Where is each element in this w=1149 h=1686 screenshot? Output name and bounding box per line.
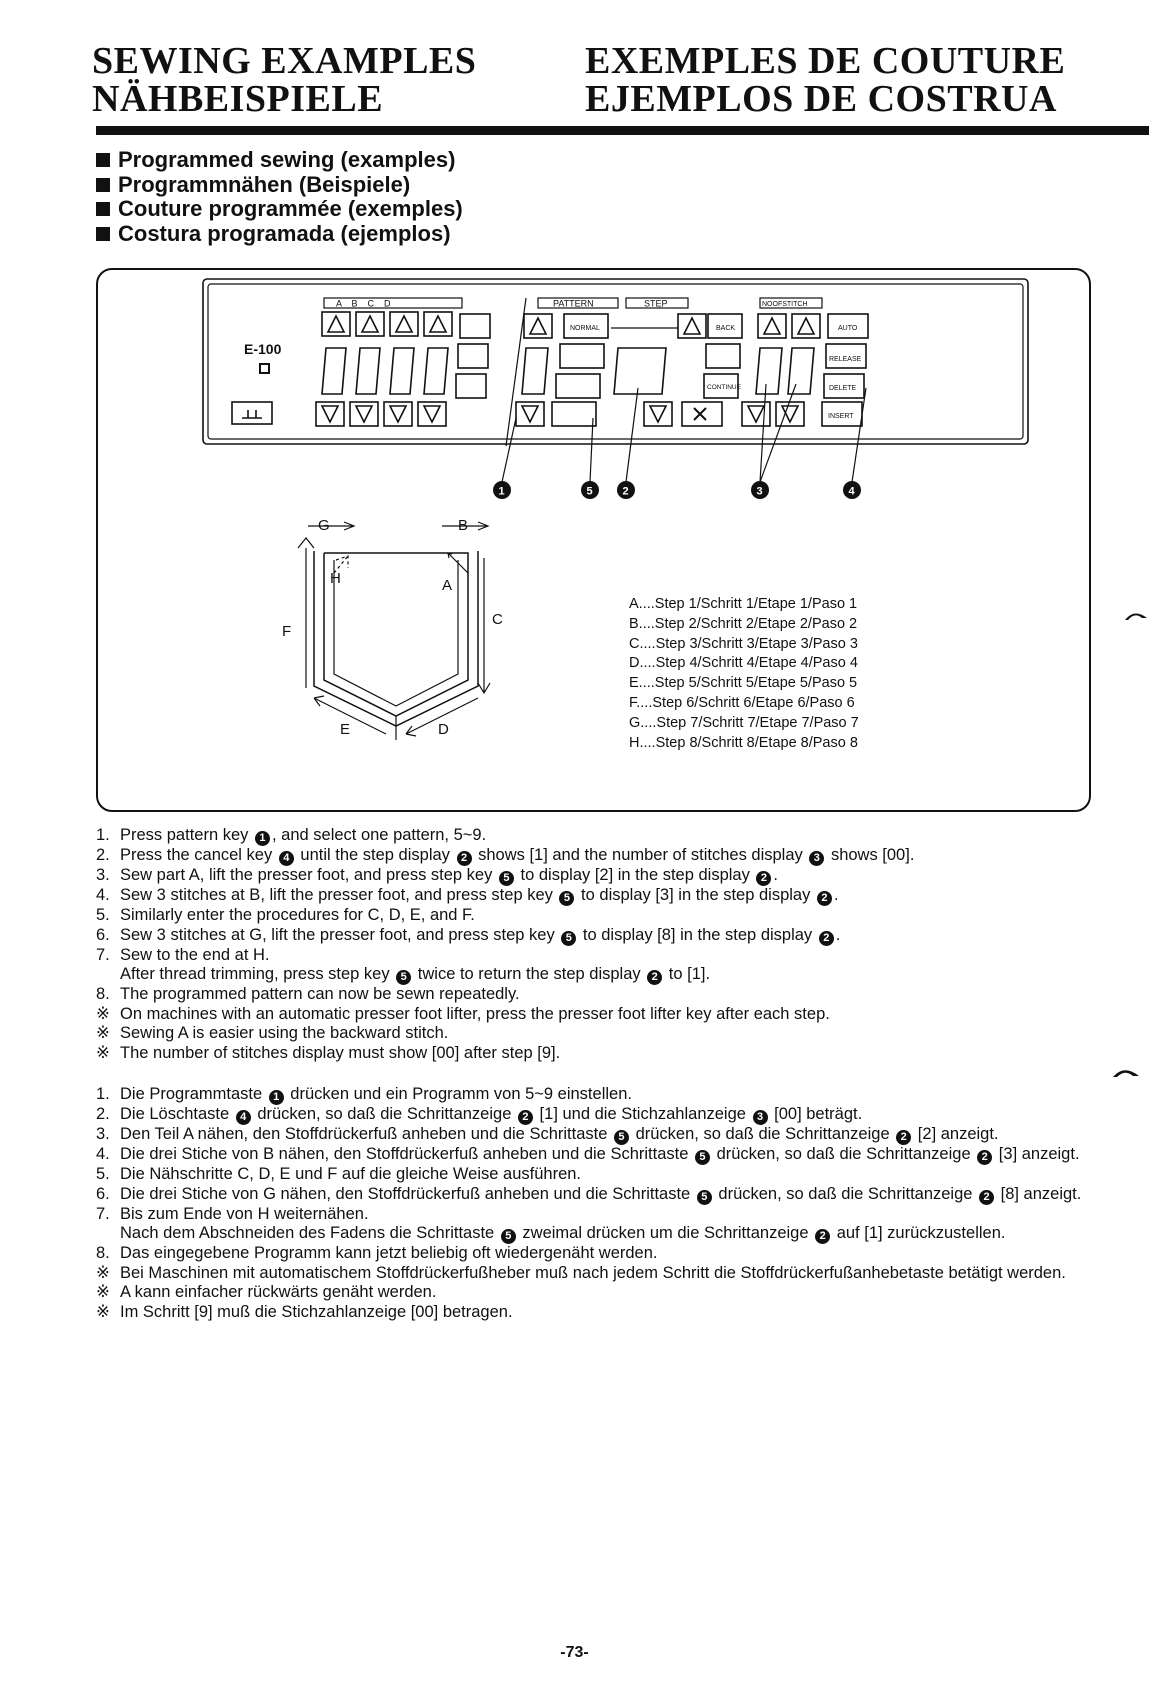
section-headings	[96, 148, 463, 246]
stitch-ones-display	[788, 348, 814, 394]
callout-ref-5: 5	[396, 970, 411, 985]
continue-label: CONTINUE	[707, 384, 741, 391]
callout-5-num: 5	[586, 485, 593, 498]
step-number: 7.	[96, 1204, 110, 1223]
callout-2-num: 2	[622, 485, 629, 498]
callout-ref-1: 1	[269, 1090, 284, 1105]
pattern-type-keys	[456, 314, 490, 398]
up-arrow-icon	[764, 318, 780, 334]
label-b: B	[458, 517, 469, 534]
callout-ref-2: 2	[756, 871, 771, 886]
pattern-3-key[interactable]	[556, 374, 600, 398]
english-instructions	[96, 826, 1096, 1063]
text-span: Press the cancel key	[120, 846, 277, 864]
text-span: Sew 3 stitches at B, lift the presser foot, and press step key	[120, 886, 558, 904]
arrow-c	[478, 558, 490, 693]
nostitch-label: NOOFSTITCH	[762, 301, 808, 308]
c-display	[390, 348, 414, 394]
de-note-3	[96, 1303, 1096, 1323]
text-span: After thread trimming, press step key	[120, 965, 395, 983]
de-step-2	[96, 1105, 1096, 1125]
bullet-square-icon	[96, 202, 110, 216]
pattern-type-key-3[interactable]	[456, 374, 486, 398]
step-number: 8.	[96, 985, 110, 1003]
text-span: Press pattern key	[120, 826, 253, 844]
step-number: 2.	[96, 846, 110, 864]
text-span: Similarly enter the procedures for C, D, E, and F.	[120, 906, 475, 924]
insert-label: INSERT	[828, 413, 854, 420]
heading-text: Programmnähen (Beispiele)	[118, 171, 411, 197]
up-arrow-icon	[684, 318, 700, 334]
legend-step-f: F....Step 6/Schritt 6/Etape 6/Paso 6	[629, 694, 855, 711]
callout-ref-2: 2	[819, 931, 834, 946]
model-label: E-100	[244, 341, 282, 357]
heading-spanish	[96, 222, 463, 247]
heading-french	[96, 197, 463, 222]
text-span: twice to return the step display	[413, 965, 646, 983]
power-lamp-icon	[260, 364, 269, 373]
d-display	[424, 348, 448, 394]
callout-ref-5: 5	[499, 871, 514, 886]
text-span: Die drei Stiche von G nähen, den Stoffdrückerfuß anheben und die Schrittaste	[120, 1184, 695, 1203]
release-label: RELEASE	[829, 356, 862, 363]
text-span: drücken und ein Programm von 5~9 einstellen.	[285, 1085, 632, 1103]
de-note-2	[96, 1283, 1096, 1303]
label-c: C	[492, 611, 503, 628]
step-number: 3.	[96, 1125, 110, 1143]
text-span: shows [1] and the number of stitches display	[473, 846, 808, 864]
text-span: [1] und die Stichzahlanzeige	[534, 1105, 751, 1123]
callout-ref-2: 2	[815, 1229, 830, 1244]
text-span: to display [2] in the step display	[515, 866, 755, 884]
text-span: [00] beträgt.	[769, 1105, 863, 1123]
heading-german	[96, 173, 463, 198]
en-step-5	[96, 906, 1096, 926]
callout-ref-2: 2	[647, 970, 662, 985]
up-arrow-icon	[798, 318, 814, 334]
en-step-7b	[96, 965, 1096, 985]
down-arrow-icon	[356, 406, 372, 422]
text-span: drücken, so daß die Schrittanzeige	[713, 1184, 978, 1203]
en-step-3	[96, 866, 1096, 886]
title-english: SEWING EXAMPLES	[92, 40, 477, 82]
text-span: auf [1] zurückzustellen.	[832, 1224, 1006, 1242]
callout-ref-5: 5	[697, 1190, 712, 1205]
en-note-1	[96, 1005, 1096, 1025]
step-number: 6.	[96, 1184, 110, 1203]
back-label: BACK	[716, 325, 736, 332]
en-note-2	[96, 1024, 1096, 1044]
step-number: 5.	[96, 1165, 110, 1183]
pattern-label: PATTERN	[553, 298, 594, 309]
text-span: to display [8] in the step display	[578, 925, 817, 944]
callout-ref-5: 5	[561, 931, 576, 946]
text-span: drücken, so daß die Schrittanzeige	[252, 1105, 516, 1123]
text-span: until the step display	[295, 846, 455, 864]
label-a: A	[442, 577, 453, 594]
callout-ref-3: 3	[753, 1110, 768, 1125]
up-arrow-icon	[530, 318, 546, 334]
stitch-tens-display	[756, 348, 782, 394]
step-number: 5.	[96, 906, 110, 924]
text-span: drücken, so daß die Schrittanzeige	[630, 1125, 895, 1143]
de-note-1	[96, 1264, 1096, 1284]
pocket-diagram	[282, 517, 503, 740]
step-number: 1.	[96, 826, 110, 844]
text-span: [8] anzeigt.	[996, 1184, 1082, 1203]
step-label: STEP	[644, 298, 668, 309]
down-arrow-icon	[522, 406, 538, 422]
delete-label: DELETE	[829, 385, 857, 392]
text-span: Die Nähschritte C, D, E und F auf die gleiche Weise ausführen.	[120, 1165, 582, 1183]
text-span: to display [3] in the step display	[576, 886, 815, 904]
leader-2	[626, 388, 638, 482]
text-span: Das eingegebene Programm kann jetzt beliebig oft wiedergenäht werden.	[120, 1244, 658, 1262]
step-number: 4.	[96, 1145, 110, 1163]
callout-ref-4: 4	[279, 851, 294, 866]
callout-4-num: 4	[848, 485, 855, 498]
step-number: 1.	[96, 1085, 110, 1103]
reverse-key[interactable]	[706, 344, 740, 368]
en-step-4	[96, 886, 1096, 906]
pattern-display	[522, 348, 548, 394]
a-display	[322, 348, 346, 394]
callout-ref-2: 2	[977, 1150, 992, 1165]
label-f: F	[282, 623, 292, 640]
text-span: On machines with an automatic presser foot lifter, press the presser foot lifter key after each step.	[120, 1004, 830, 1023]
down-arrow-icon	[390, 406, 406, 422]
callout-ref-5: 5	[501, 1229, 516, 1244]
text-span: Die Löschtaste	[120, 1105, 234, 1123]
title-french: EXEMPLES DE COUTURE	[585, 40, 1066, 82]
en-step-2	[96, 846, 1096, 866]
auto-label: AUTO	[838, 325, 858, 332]
text-span: Sewing A is easier using the backward stitch.	[120, 1024, 449, 1042]
note-mark: ※	[96, 1263, 110, 1282]
text-span: A kann einfacher rückwärts genäht werden.	[120, 1283, 437, 1301]
text-span: [2] anzeigt.	[913, 1125, 999, 1143]
note-mark: ※	[96, 1302, 110, 1321]
label-g: G	[318, 517, 330, 534]
de-step-5	[96, 1165, 1096, 1185]
abcd-label: A B C D	[336, 298, 391, 309]
pattern-type-key-2[interactable]	[458, 344, 488, 368]
arrow-f	[298, 538, 314, 688]
callout-3-num: 3	[756, 485, 763, 498]
callout-1-num: 1	[498, 485, 505, 498]
label-e: E	[340, 721, 351, 738]
arrow-g	[308, 522, 354, 530]
presser-foot-icon	[242, 410, 262, 418]
abcd-displays	[322, 348, 448, 394]
en-step-8	[96, 985, 1096, 1005]
down-arrow-icon	[748, 406, 764, 422]
legend-step-b: B....Step 2/Schritt 2/Etape 2/Paso 2	[629, 615, 858, 632]
heading-text: Programmed sewing (examples)	[118, 147, 456, 172]
text-span: .	[835, 925, 841, 944]
text-span: The programmed pattern can now be sewn repeatedly.	[120, 985, 520, 1003]
text-span: Den Teil A nähen, den Stoffdrückerfuß anheben und die Schrittaste	[120, 1125, 612, 1143]
title-spanish: EJEMPLOS DE COSTRUA	[585, 78, 1057, 120]
down-arrow-icon	[322, 406, 338, 422]
legend-step-c: C....Step 3/Schritt 3/Etape 3/Paso 3	[629, 635, 858, 652]
legend-step-e: E....Step 5/Schritt 5/Etape 5/Paso 5	[629, 675, 858, 692]
text-span: Bei Maschinen mit automatischem Stoffdrückerfußheber muß nach jedem Schritt die Stoffdrückerfußanhebetaste betätigt werden.	[120, 1263, 1066, 1282]
callout-ref-2: 2	[817, 891, 832, 906]
step-number: 7.	[96, 945, 110, 964]
note-mark: ※	[96, 1024, 110, 1042]
legend-step-g: G....Step 7/Schritt 7/Etape 7/Paso 7	[629, 714, 859, 731]
title-rule	[96, 126, 1149, 135]
step-display	[614, 348, 666, 394]
text-span: The number of stitches display must show [00] after step [9].	[120, 1043, 561, 1062]
en-step-7	[96, 946, 1096, 966]
page-number: -73-	[560, 1644, 589, 1661]
title-german: NÄHBEISPIELE	[92, 78, 384, 120]
legend-step-a: A....Step 1/Schritt 1/Etape 1/Paso 1	[629, 596, 858, 612]
en-note-3	[96, 1044, 1096, 1064]
callout-ref-2: 2	[457, 851, 472, 866]
callout-ref-2: 2	[518, 1110, 533, 1125]
bullet-square-icon	[96, 153, 110, 167]
text-span: .	[773, 866, 779, 884]
pocket-seam-line	[334, 560, 458, 706]
presser-foot-key[interactable]	[232, 402, 272, 424]
note-mark: ※	[96, 1283, 110, 1301]
pattern-type-key-1[interactable]	[460, 314, 490, 338]
german-instructions	[96, 1085, 1096, 1322]
step-number: 2.	[96, 1105, 110, 1123]
text-span: Sew 3 stitches at G, lift the presser foot, and press step key	[120, 925, 560, 944]
down-arrow-icon	[650, 406, 666, 422]
leader-5	[590, 418, 593, 482]
heading-text: Couture programmée (exemples)	[118, 196, 463, 221]
text-span: Sew part A, lift the presser foot, and press step key	[120, 866, 497, 884]
abcd-down-keys	[316, 402, 446, 426]
control-panel-outline	[203, 279, 1028, 444]
callout-markers	[493, 481, 861, 499]
up-arrow-icon	[430, 316, 446, 332]
text-span: shows [00].	[826, 846, 915, 864]
de-step-4	[96, 1145, 1096, 1165]
callout-ref-5: 5	[695, 1150, 710, 1165]
text-span: drücken, so daß die Schrittanzeige	[711, 1145, 976, 1163]
pattern-2-key[interactable]	[560, 344, 604, 368]
de-step-7b	[96, 1224, 1096, 1244]
note-mark: ※	[96, 1004, 110, 1023]
normal-label: NORMAL	[570, 325, 600, 332]
control-panel-figure	[96, 268, 1091, 812]
b-display	[356, 348, 380, 394]
text-span: Die drei Stiche von B nähen, den Stoffdrückerfuß anheben und die Schrittaste	[120, 1145, 693, 1163]
text-span: Die Programmtaste	[120, 1085, 267, 1103]
pattern-list	[552, 314, 608, 426]
de-step-6	[96, 1185, 1096, 1205]
de-step-3	[96, 1125, 1096, 1145]
label-h: H	[330, 570, 341, 587]
step-number: 6.	[96, 925, 110, 944]
heading-english	[96, 148, 463, 173]
control-panel-inner	[208, 284, 1023, 439]
trim-key[interactable]	[682, 402, 722, 426]
bullet-square-icon	[96, 178, 110, 192]
callout-ref-2: 2	[896, 1130, 911, 1145]
bullet-square-icon	[96, 227, 110, 241]
text-span: Im Schritt [9] muß die Stichzahlanzeige [00] betragen.	[120, 1302, 513, 1321]
de-step-7	[96, 1205, 1096, 1225]
label-d: D	[438, 721, 449, 738]
text-span: [3] anzeigt.	[994, 1145, 1080, 1163]
de-step-8	[96, 1244, 1096, 1264]
text-span: to [1].	[664, 965, 711, 983]
legend-step-h: H....Step 8/Schritt 8/Etape 8/Paso 8	[629, 734, 858, 751]
step-number: 3.	[96, 866, 110, 884]
steps-legend	[629, 595, 859, 753]
down-arrow-icon	[424, 406, 440, 422]
step-number: 8.	[96, 1244, 110, 1262]
en-step-6	[96, 926, 1096, 946]
abcd-up-keys	[322, 312, 452, 336]
text-span: Sew to the end at H.	[120, 945, 270, 964]
callout-ref-5: 5	[614, 1130, 629, 1145]
callout-ref-1: 1	[255, 831, 270, 846]
callout-ref-4: 4	[236, 1110, 251, 1125]
up-arrow-icon	[362, 316, 378, 332]
de-step-1	[96, 1085, 1096, 1105]
text-span: Nach dem Abschneiden des Fadens die Schrittaste	[120, 1224, 499, 1242]
heading-text: Costura programada (ejemplos)	[118, 220, 451, 246]
up-arrow-icon	[396, 316, 412, 332]
margin-mark-icon	[1124, 606, 1148, 622]
text-span: , and select one pattern, 5~9.	[271, 826, 487, 844]
callout-ref-2: 2	[979, 1190, 994, 1205]
step-number: 4.	[96, 886, 110, 904]
callout-ref-3: 3	[809, 851, 824, 866]
en-step-1	[96, 826, 1096, 846]
up-arrow-icon	[328, 316, 344, 332]
text-span: zweimal drücken um die Schrittanzeige	[517, 1224, 814, 1242]
legend-step-d: D....Step 4/Schritt 4/Etape 4/Paso 4	[629, 655, 858, 672]
pattern-4-key[interactable]	[552, 402, 596, 426]
note-mark: ※	[96, 1043, 110, 1062]
callout-ref-5: 5	[559, 891, 574, 906]
margin-mark-icon	[1112, 1062, 1140, 1080]
scissors-icon	[694, 408, 706, 420]
text-span: Bis zum Ende von H weiternähen.	[120, 1204, 369, 1223]
text-span: .	[833, 886, 839, 904]
